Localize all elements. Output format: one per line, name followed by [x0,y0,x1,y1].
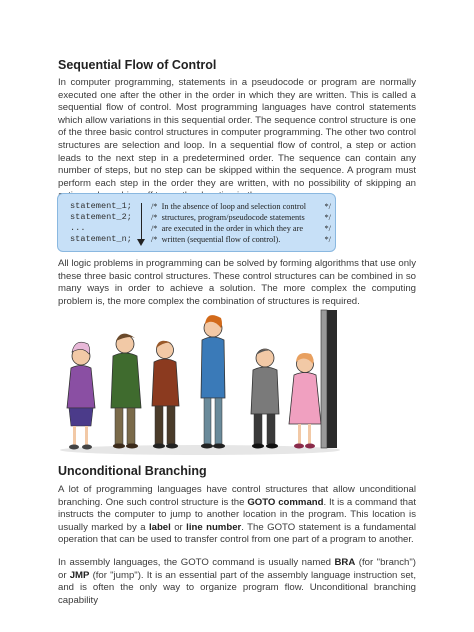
code-line: statement_2; [70,212,132,222]
door-illustration [321,310,337,448]
term-goto: GOTO command [247,496,324,508]
flow-arrow-icon [141,203,142,241]
person-man-grey [251,349,279,449]
code-statements [70,201,132,245]
paragraph-goto-command: A lot of programming languages have control structures that allow unconditional branching. One such control structure is the GOTO command. It is a command that instructs the computer to jump to another location in the program. This location is usually marked by a label or line number. The GOTO statement is a fundamental operation that can be used to transfer control from one part of a program to another. [58,484,417,546]
paragraph-sequential-intro: In computer programming, statements in a pseudocode or program are normally executed one after the other in the order in which they are written. This is called a sequential flow of control. Most programming languages have control statements which allow variations in this sequential order. The sequence control structure is one of the three basic control structures in computer programming. The other two control structures are selection and loop. In a sequential flow of control, a step or action leads to the next step in a predetermined order. The sequence can contain any number of steps, but no step can be skipped within the sequence. A program must perform each step in the order they are written, with no possibility of skipping an [58,77,416,189]
code-comment: /* are executed in the order in which they are */ [151,224,331,233]
code-comment: /* structures, program/pseudocode statements */ [151,213,331,222]
person-woman-purple [67,342,95,449]
section-title-unconditional: Unconditional Branching [58,464,207,478]
term-jmp: JMP [69,569,90,581]
section-title-sequential: Sequential Flow of Control [58,58,217,72]
arrowhead-icon [137,239,145,246]
code-line: statement_n; [70,234,132,244]
code-line: statement_1; [70,201,132,211]
term-label: label [148,521,171,533]
queue-illustration [55,308,345,458]
code-comments [151,201,331,245]
term-line-number: line number [186,521,242,533]
person-man-brown [152,341,179,449]
term-bra: BRA [334,557,356,568]
code-comment: /* written (sequential flow of control). */ [151,235,331,244]
paragraph-assembly-languages: In assembly languages, the GOTO command is usually named BRA (for "branch") or JMP (for "jump"). It is an essential part of the assembly language instruction set, and is often the only way to organize program flow. Unconditional branching capability [58,557,416,606]
person-man-green [111,334,141,449]
code-example-box [57,193,336,252]
code-line: ... [70,223,86,233]
person-man-blue [201,315,225,448]
paragraph-control-structures: All logic problems in programming can be solved by forming algorithms that use only these three basic control structures. These control structures can be combined in so many ways in order to achieve a solution. The more complex the computing problem is, the more complex the combination of structures is required. [58,258,416,307]
person-woman-pink [289,353,321,449]
code-comment: /* In the absence of loop and selection control */ [151,202,331,211]
